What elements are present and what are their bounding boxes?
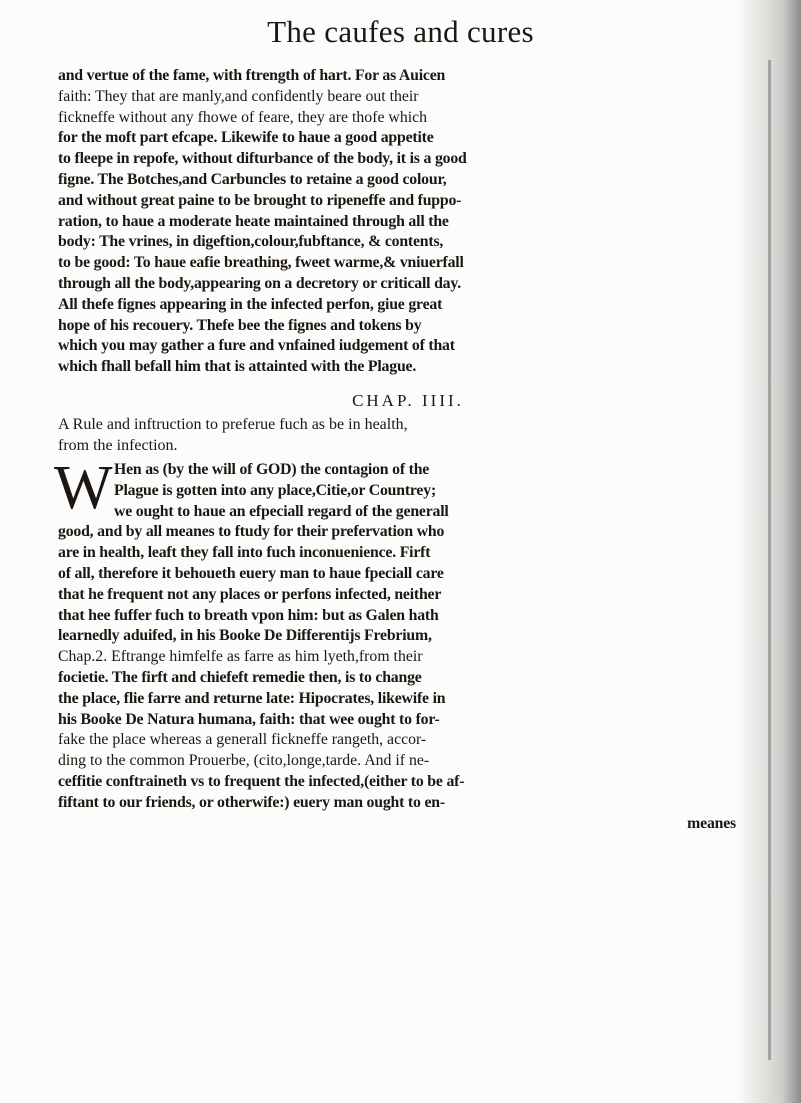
text-line: ceffitie conftraineth vs to frequent the infected,(either to be af- <box>58 772 465 790</box>
text-line: fake the place whereas a generall fickneffe rangeth, accor- <box>58 731 427 749</box>
text-line: body: The vrines, in digeftion,colour,fubftance, & contents, <box>58 233 444 251</box>
text-line: fiftant to our friends, or otherwife:) euery man ought to en- <box>58 793 445 811</box>
drop-capital: W <box>54 453 113 522</box>
text-line: through all the body,appearing on a decretory or criticall day. <box>58 274 461 292</box>
running-header: The caufes and cures <box>267 14 534 49</box>
text-line: of all, therefore it behoueth euery man to haue fpeciall care <box>58 564 444 582</box>
text-line: Hen as (by the will of GOD) the contagion of the <box>114 460 430 478</box>
text-line: ding to the common Prouerbe, (cito,longe,tarde. And if ne- <box>58 752 430 770</box>
text-line: focietie. The firft and chiefeft remedie then, is to change <box>58 668 422 686</box>
text-line: we ought to haue an efpeciall regard of the generall <box>114 502 449 520</box>
text-line: are in health, leaft they fall into fuch inconuenience. Firft <box>58 544 431 562</box>
paragraph-one <box>58 66 758 378</box>
text-line: and vertue of the fame, with ftrength of hart. For as Auicen <box>58 67 446 84</box>
text-line: and without great paine to be brought to ripeneffe and fuppo- <box>58 191 462 209</box>
text-line: to be good: To haue eafie breathing, fweet warme,& vniuerfall <box>58 254 464 272</box>
text-line: that hee fuffer fuch to breath vpon him: but as Galen hath <box>58 606 439 624</box>
text-line: which you may gather a fure and vnfained iudgement of that <box>58 337 455 355</box>
text-line: faith: They that are manly,and confidently beare out their <box>58 87 419 105</box>
text-line: good, and by all meanes to ftudy for their prefervation who <box>58 523 445 541</box>
rubric-line: A Rule and inftruction to preferue fuch as be in health, <box>58 415 408 433</box>
text-line: fickneffe without any fhowe of feare, they are thofe which <box>58 108 428 126</box>
page-gutter-line <box>768 60 771 1060</box>
chapter-title: CHAP. IIII. <box>352 390 464 410</box>
text-line: for the moft part efcape. Likewife to haue a good appetite <box>58 129 434 147</box>
text-line: Plague is gotten into any place,Citie,or Countrey; <box>114 481 437 499</box>
text-line: Chap.2. Eftrange himfelfe as farre as him lyeth,from their <box>58 648 423 666</box>
text-line: hope of his recouery. Thefe bee the fignes and tokens by <box>58 316 422 334</box>
text-line: to fleepe in repofe, without difturbance of the body, it is a good <box>58 150 467 168</box>
chapter-rubric <box>58 414 758 456</box>
text-line: ration, to haue a moderate heate maintained through all the <box>58 212 449 230</box>
text-block <box>54 66 758 834</box>
text-line: All thefe fignes appearing in the infected perfon, giue great <box>58 295 443 313</box>
text-line: learnedly aduifed, in his Booke De Differentijs Frebrium, <box>58 627 432 645</box>
rubric-line: from the infection. <box>58 436 178 454</box>
text-line: figne. The Botches,and Carbuncles to retaine a good colour, <box>58 170 447 188</box>
text-line: his Booke De Natura humana, faith: that wee ought to for- <box>58 710 440 728</box>
paragraph-two <box>54 453 758 834</box>
catchword: meanes <box>687 814 736 832</box>
text-line: that he frequent not any places or perfons infected, neither <box>58 585 442 603</box>
text-line: the place, flie farre and returne late: Hipocrates, likewife in <box>58 689 446 707</box>
text-line: which fhall befall him that is attainted with the Plague. <box>58 358 417 376</box>
